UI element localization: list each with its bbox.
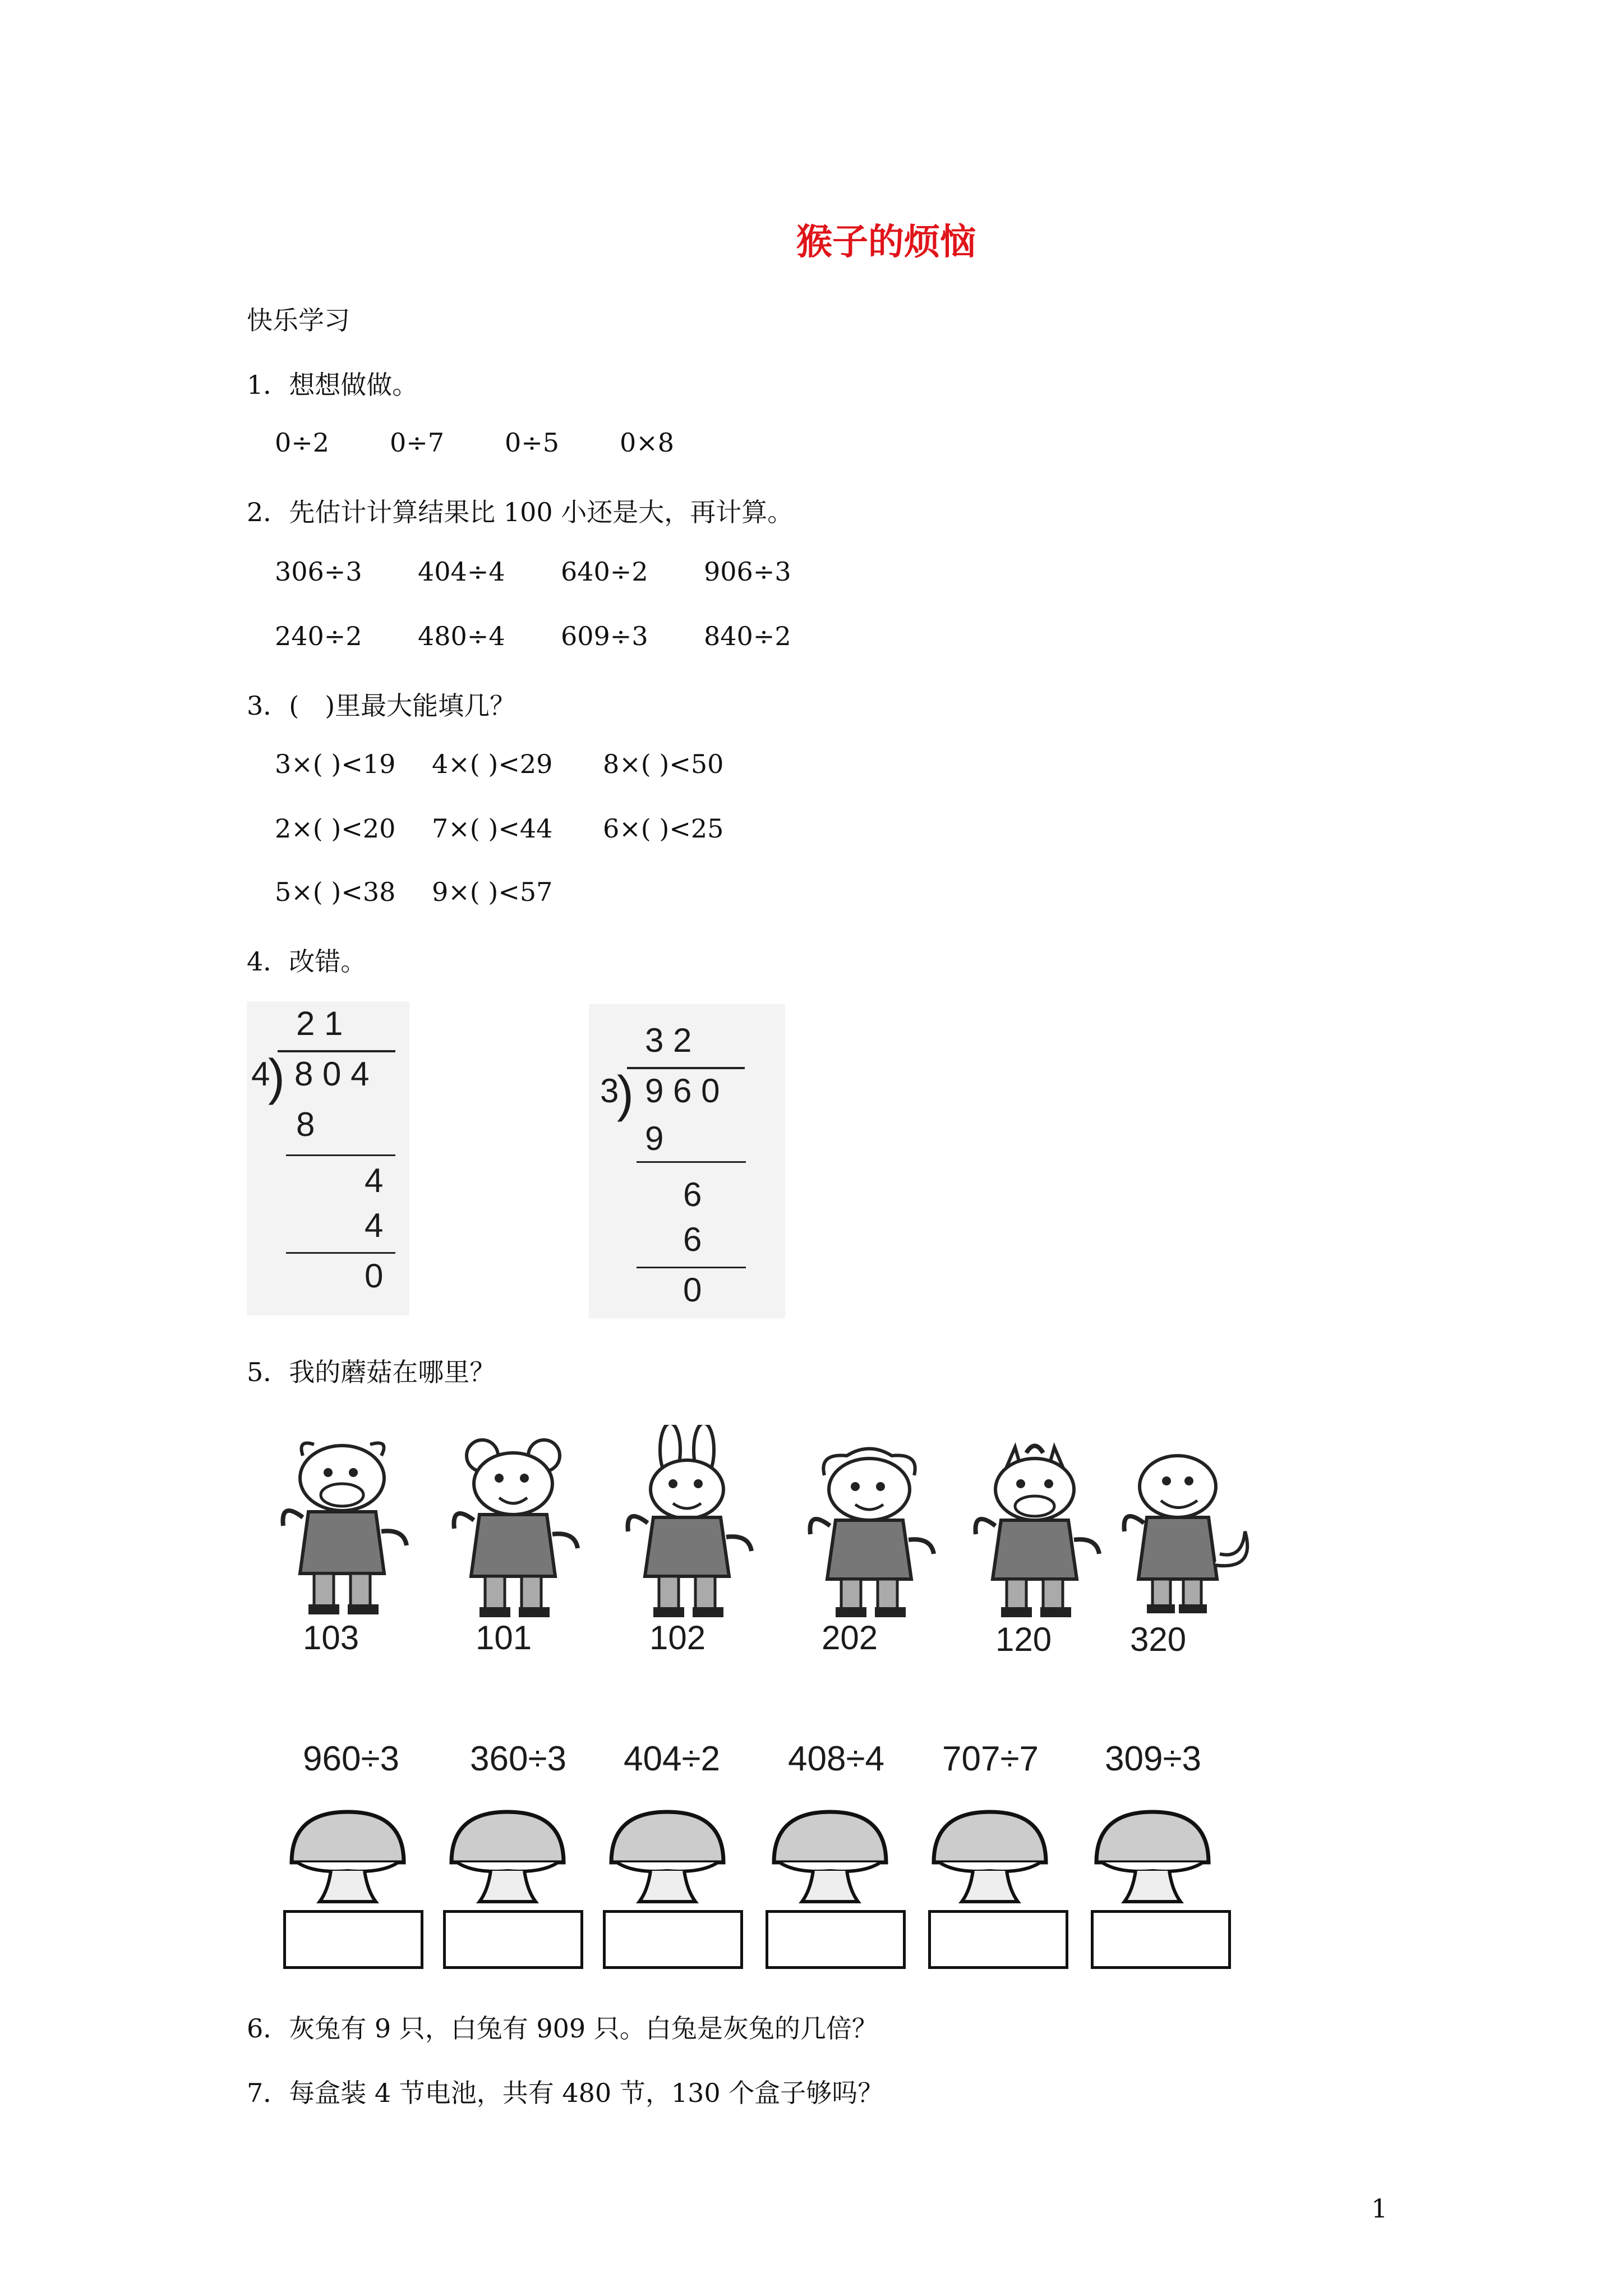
sheep-icon — [796, 1442, 942, 1621]
q2-item: 480÷4 — [418, 621, 505, 651]
q3-item: 2×( )<20 — [275, 813, 396, 844]
animal-number: 320 — [1130, 1621, 1187, 1658]
final-remainder: 0 — [365, 1257, 384, 1295]
q1-heading: 1．想想做做。 — [247, 370, 418, 400]
q1-item: 0÷7 — [390, 427, 445, 458]
q3-item: 7×( )<44 — [432, 813, 553, 844]
animal-number: 120 — [995, 1621, 1052, 1658]
animal-number: 101 — [476, 1619, 532, 1657]
step-remainder: 4 — [365, 1162, 384, 1199]
q1-item: 0×8 — [620, 427, 675, 458]
step-remainder: 6 — [683, 1176, 702, 1213]
mushroom-expression: 309÷3 — [1105, 1740, 1201, 1778]
rabbit-icon — [617, 1425, 757, 1621]
q3-item: 4×( )<29 — [432, 749, 553, 779]
page-number: 1 — [1371, 2193, 1388, 2224]
mouse-icon — [443, 1436, 583, 1621]
step-product: 8 — [296, 1106, 315, 1143]
page-title: 猴子的烦恼 — [796, 221, 976, 263]
division-bar — [278, 1050, 395, 1052]
division-bar — [627, 1067, 745, 1069]
step-line — [637, 1267, 746, 1268]
final-remainder: 0 — [683, 1271, 702, 1309]
q5-heading: 5．我的蘑菇在哪里？ — [247, 1357, 496, 1387]
q1-item: 0÷2 — [275, 427, 330, 458]
step-line — [286, 1154, 395, 1156]
step-product: 4 — [365, 1207, 384, 1244]
q3-item: 9×( )<57 — [432, 877, 553, 907]
answer-box[interactable] — [283, 1910, 423, 1969]
dragon-icon — [1116, 1447, 1262, 1621]
q1-item: 0÷5 — [505, 427, 560, 458]
dividend: 9 6 0 — [645, 1072, 720, 1110]
q3-heading: 3．( )里最大能填几？ — [247, 691, 516, 721]
q7-text: 7．每盒装 4 节电池，共有 480 节，130 个盒子够吗？ — [247, 2078, 884, 2108]
ox-icon — [269, 1433, 415, 1618]
q2-heading: 2．先估计计算结果比 100 小还是大，再计算。 — [247, 497, 794, 527]
q2-item: 640÷2 — [561, 556, 648, 587]
mushroom-icon — [286, 1806, 409, 1907]
q3-item: 6×( )<25 — [603, 813, 724, 844]
step-line — [637, 1161, 746, 1163]
answer-box[interactable] — [443, 1910, 583, 1969]
mushroom-icon — [928, 1806, 1052, 1907]
animal-number: 103 — [303, 1619, 359, 1657]
q2-item: 609÷3 — [561, 621, 648, 651]
quotient: 3 2 — [645, 1022, 692, 1059]
step-product: 6 — [683, 1221, 702, 1258]
answer-box[interactable] — [603, 1910, 743, 1969]
answer-box[interactable] — [1091, 1910, 1231, 1969]
q2-item: 840÷2 — [704, 621, 791, 651]
mushroom-icon — [1091, 1806, 1214, 1907]
mushroom-expression: 404÷2 — [624, 1740, 720, 1778]
mushroom-icon — [768, 1806, 892, 1907]
q3-item: 3×( )<19 — [275, 749, 396, 779]
q3-item: 8×( )<50 — [603, 749, 724, 779]
answer-box[interactable] — [766, 1910, 906, 1969]
mushroom-expression: 408÷4 — [788, 1740, 884, 1778]
section-heading: 快乐学习 — [247, 305, 350, 335]
q2-item: 404÷4 — [418, 556, 505, 587]
animal-number: 102 — [649, 1619, 706, 1657]
scan-background — [247, 1001, 409, 1315]
divisor: 4 — [251, 1055, 270, 1093]
divisor: 3 — [600, 1072, 619, 1110]
step-product: 9 — [645, 1120, 664, 1157]
answer-box[interactable] — [928, 1910, 1068, 1969]
q2-item: 306÷3 — [275, 556, 362, 587]
q2-item: 240÷2 — [275, 621, 362, 651]
dividend: 8 0 4 — [294, 1055, 370, 1093]
q4-heading: 4．改错。 — [247, 946, 367, 977]
mushroom-expression: 707÷7 — [942, 1740, 1039, 1778]
q2-item: 906÷3 — [704, 556, 791, 587]
mushroom-icon — [446, 1806, 569, 1907]
mushroom-icon — [606, 1806, 729, 1907]
mushroom-expression: 360÷3 — [470, 1740, 566, 1778]
q6-text: 6．灰兔有 9 只，白兔有 909 只。白兔是灰兔的几倍？ — [247, 2013, 878, 2044]
division-bracket: ) — [617, 1066, 634, 1122]
q3-item: 5×( )<38 — [275, 877, 396, 907]
animal-number: 202 — [822, 1619, 878, 1657]
division-bracket: ) — [268, 1050, 285, 1106]
quotient: 2 1 — [296, 1005, 343, 1042]
mushroom-expression: 960÷3 — [303, 1740, 399, 1778]
step-line — [286, 1252, 395, 1254]
horse-icon — [965, 1436, 1105, 1621]
